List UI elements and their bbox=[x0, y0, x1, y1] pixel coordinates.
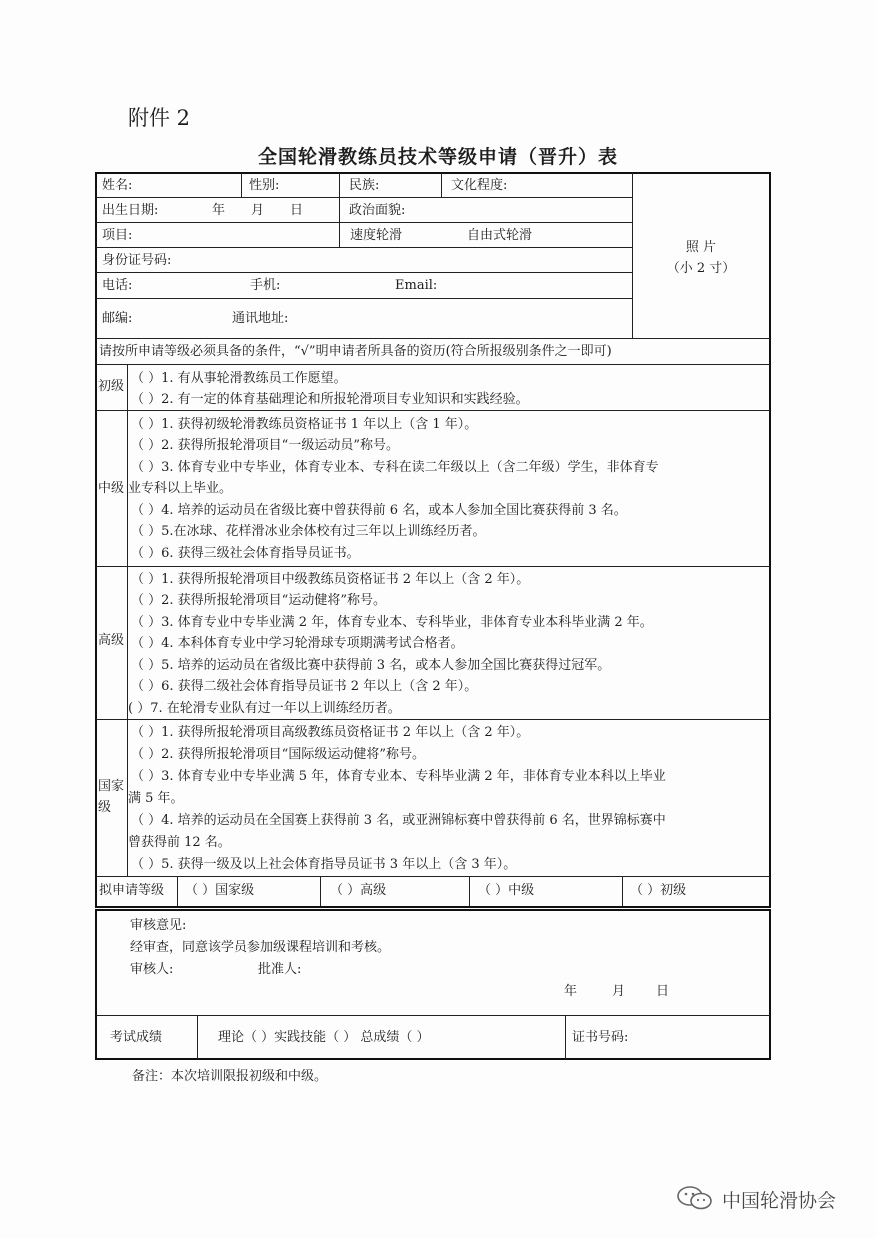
exam-scores: 理论（ ）实践技能（ ） 总成绩（ ） bbox=[218, 1030, 430, 1045]
mobile-label: 手机: bbox=[250, 278, 281, 293]
middle-item-4: （ ）4. 培养的运动员在省级比赛中曾获得前 6 名，或本人参加全国比赛获得前 3 名。 bbox=[131, 503, 627, 518]
national-item-5: （ ）5. 获得一级及以上社会体育指导员证书 3 年以上（含 3 年）。 bbox=[131, 857, 517, 872]
table-border-left bbox=[95, 172, 97, 908]
middle-item-3: （ ）3. 体育专业中专毕业，体育专业本、专科在读二年级以上（含二年级）学生，非体育专 bbox=[131, 460, 659, 475]
apply-option-middle[interactable]: （ ）中级 bbox=[478, 883, 535, 898]
apply-level-label: 拟申请等级 bbox=[99, 883, 165, 898]
birth-day-label: 日 bbox=[290, 203, 304, 218]
wechat-icon bbox=[675, 1184, 715, 1212]
photo-label: 照 片 bbox=[685, 240, 717, 255]
level-label-middle: 中级 bbox=[98, 481, 125, 496]
apply-option-national[interactable]: （ ）国家级 bbox=[185, 883, 255, 898]
instruction-text: 请按所申请等级必须具备的条件，“√”明申请者所具备的资历(符合所报级别条件之一即可) bbox=[99, 344, 612, 359]
note-text: 备注：本次培训限报初级和中级。 bbox=[132, 1069, 328, 1084]
senior-item-1: （ ）1. 获得所报轮滑项目中级教练员资格证书 2 年以上（含 2 年）。 bbox=[131, 572, 530, 587]
national-item-2: （ ）2. 获得所报轮滑项目“国际级运动健将”称号。 bbox=[131, 747, 425, 762]
review-month: 月 bbox=[612, 984, 626, 999]
junior-item-2: （ ）2. 有一定的体育基础理论和所报轮滑项目专业知识和实践经验。 bbox=[131, 392, 529, 407]
education-label: 文化程度: bbox=[451, 178, 508, 193]
reviewer-label: 审核人: bbox=[130, 962, 174, 977]
senior-item-2: （ ）2. 获得所报轮滑项目“运动健将”称号。 bbox=[131, 593, 386, 608]
level-label-national-2: 级 bbox=[98, 800, 112, 815]
attachment-label: 附件 2 bbox=[128, 106, 191, 130]
ethnicity-label: 民族: bbox=[349, 178, 380, 193]
table-border-right bbox=[769, 172, 771, 908]
national-item-4-cont: 曾获得前 12 名。 bbox=[128, 835, 231, 850]
level-label-senior: 高级 bbox=[98, 633, 125, 648]
email-label: Email: bbox=[395, 278, 438, 293]
senior-item-4: （ ）4. 本科体育专业中学习轮滑球专项期满考试合格者。 bbox=[131, 636, 464, 651]
junior-item-1: （ ）1. 有从事轮滑教练员工作愿望。 bbox=[131, 371, 347, 386]
national-item-3: （ ）3. 体育专业中专毕业满 5 年，体育专业本、专科毕业满 2 年，非体育专业本科以上毕业 bbox=[131, 769, 666, 784]
postcode-label: 邮编: bbox=[102, 311, 133, 326]
apply-option-junior[interactable]: （ ）初级 bbox=[630, 883, 687, 898]
address-label: 通讯地址: bbox=[232, 311, 289, 326]
review-day: 日 bbox=[656, 984, 670, 999]
certificate-number-label: 证书号码: bbox=[572, 1030, 629, 1045]
senior-item-3: （ ）3. 体育专业中专毕业满 2 年，体育专业本、专科毕业，非体育专业本科毕业满 2 年。 bbox=[131, 615, 653, 630]
form-title: 全国轮滑教练员技术等级申请（晋升）表 bbox=[257, 146, 618, 168]
review-opinion-text: 经审查，同意该学员参加级课程培训和考核。 bbox=[130, 940, 391, 955]
project-option-speed: 速度轮滑 bbox=[350, 228, 403, 243]
table-border-top bbox=[95, 172, 771, 174]
photo-size-label: （小 2 寸） bbox=[666, 261, 736, 276]
level-label-national: 国家 bbox=[98, 779, 125, 794]
senior-item-6: （ ）6. 获得二级社会体育指导员证书 2 年以上（含 2 年）。 bbox=[131, 679, 478, 694]
review-year: 年 bbox=[564, 984, 578, 999]
politics-label: 政治面貌: bbox=[349, 203, 406, 218]
exam-score-label: 考试成绩 bbox=[110, 1030, 163, 1045]
middle-item-6: （ ）6. 获得三级社会体育指导员证书。 bbox=[131, 546, 360, 561]
birth-month-label: 月 bbox=[251, 203, 265, 218]
middle-item-2: （ ）2. 获得所报轮滑项目“一级运动员”称号。 bbox=[131, 438, 399, 453]
middle-item-5: （ ）5.在冰球、花样滑冰业余体校有过三年以上训练经历者。 bbox=[131, 524, 486, 539]
review-opinion-label: 审核意见: bbox=[130, 918, 187, 933]
table-border-bottom bbox=[95, 906, 771, 908]
middle-item-1: （ ）1. 获得初级轮滑教练员资格证书 1 年以上（含 1 年）。 bbox=[131, 417, 478, 432]
national-item-4: （ ）4. 培养的运动员在全国赛上获得前 3 名，或亚洲锦标赛中曾获得前 6 名，世界锦标赛中 bbox=[131, 813, 666, 828]
national-item-3-cont: 满 5 年。 bbox=[128, 791, 184, 806]
project-option-freestyle: 自由式轮滑 bbox=[467, 228, 533, 243]
national-item-1: （ ）1. 获得所报轮滑项目高级教练员资格证书 2 年以上（含 2 年）。 bbox=[131, 725, 530, 740]
birth-year-label: 年 bbox=[212, 203, 226, 218]
id-number-label: 身份证号码: bbox=[102, 253, 172, 268]
level-label-junior: 初级 bbox=[98, 379, 125, 394]
gender-label: 性别: bbox=[249, 178, 280, 193]
phone-label: 电话: bbox=[102, 278, 133, 293]
birth-date-label: 出生日期: bbox=[102, 203, 159, 218]
middle-item-3-cont: 业专科以上毕业。 bbox=[128, 481, 233, 496]
senior-item-7: ( ）7. 在轮滑专业队有过一年以上训练经历者。 bbox=[128, 701, 401, 716]
watermark-text: 中国轮滑协会 bbox=[722, 1190, 837, 1212]
name-label: 姓名: bbox=[102, 178, 133, 193]
project-label: 项目: bbox=[102, 228, 133, 243]
apply-option-senior[interactable]: （ ）高级 bbox=[330, 883, 387, 898]
senior-item-5: （ ）5. 培养的运动员在省级比赛中获得前 3 名，或本人参加全国比赛获得过冠军。 bbox=[131, 658, 611, 673]
approver-label: 批准人: bbox=[258, 962, 302, 977]
